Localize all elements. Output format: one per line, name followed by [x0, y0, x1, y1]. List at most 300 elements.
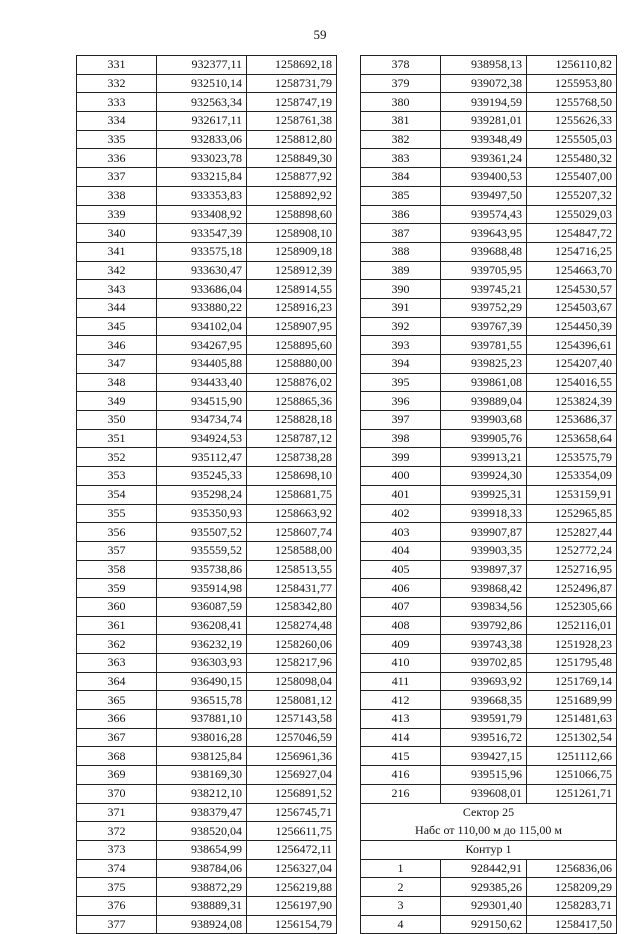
x-coordinate-cell: 933408,92 [157, 205, 247, 224]
y-coordinate-cell: 1254016,55 [527, 373, 617, 392]
table-row [361, 485, 617, 504]
table-row [77, 541, 337, 560]
table-row [77, 336, 337, 355]
point-number-cell: 375 [77, 878, 157, 897]
x-coordinate-cell: 939889,04 [441, 392, 527, 411]
point-number-cell: 405 [361, 560, 441, 579]
x-coordinate-cell: 937881,10 [157, 710, 247, 729]
x-coordinate-cell: 939834,56 [441, 597, 527, 616]
y-coordinate-cell: 1251795,48 [527, 654, 617, 673]
point-number-cell: 378 [361, 56, 441, 75]
x-coordinate-cell: 934924,53 [157, 429, 247, 448]
x-coordinate-cell: 939743,38 [441, 635, 527, 654]
y-coordinate-cell: 1258865,36 [247, 392, 337, 411]
y-coordinate-cell: 1256219,88 [247, 878, 337, 897]
x-coordinate-cell: 939752,29 [441, 298, 527, 317]
point-number-cell: 416 [361, 766, 441, 785]
y-coordinate-cell: 1251689,99 [527, 691, 617, 710]
x-coordinate-cell: 933353,83 [157, 186, 247, 205]
x-coordinate-cell: 938169,30 [157, 766, 247, 785]
x-coordinate-cell: 939918,33 [441, 504, 527, 523]
y-coordinate-cell: 1254207,40 [527, 355, 617, 374]
point-number-cell: 351 [77, 429, 157, 448]
table-row [361, 560, 617, 579]
x-coordinate-cell: 939574,43 [441, 205, 527, 224]
x-coordinate-cell: 929385,26 [441, 878, 527, 897]
y-coordinate-cell: 1254450,39 [527, 317, 617, 336]
x-coordinate-cell: 939897,37 [441, 560, 527, 579]
x-coordinate-cell: 939705,95 [441, 261, 527, 280]
table-row [77, 616, 337, 635]
point-number-cell: 349 [77, 392, 157, 411]
point-number-cell: 361 [77, 616, 157, 635]
y-coordinate-cell: 1258607,74 [247, 523, 337, 542]
sector-title: Сектор 25 [361, 803, 617, 822]
table-row [77, 691, 337, 710]
point-number-cell: 415 [361, 747, 441, 766]
x-coordinate-cell: 939861,08 [441, 373, 527, 392]
point-number-cell: 389 [361, 261, 441, 280]
table-row [77, 597, 337, 616]
y-coordinate-cell: 1258209,29 [527, 878, 617, 897]
table-row [361, 747, 617, 766]
y-coordinate-cell: 1255207,32 [527, 186, 617, 205]
x-coordinate-cell: 939400,53 [441, 168, 527, 187]
table-row [77, 448, 337, 467]
right-table-body-bottom [361, 859, 617, 934]
y-coordinate-cell: 1254503,67 [527, 298, 617, 317]
y-coordinate-cell: 1253575,79 [527, 448, 617, 467]
x-coordinate-cell: 936087,59 [157, 597, 247, 616]
x-coordinate-cell: 936232,19 [157, 635, 247, 654]
point-number-cell: 414 [361, 728, 441, 747]
table-row [361, 373, 617, 392]
x-coordinate-cell: 935914,98 [157, 579, 247, 598]
table-row [77, 859, 337, 878]
x-coordinate-cell: 939907,87 [441, 523, 527, 542]
y-coordinate-cell: 1252496,87 [527, 579, 617, 598]
x-coordinate-cell: 933880,22 [157, 298, 247, 317]
point-number-cell: 367 [77, 728, 157, 747]
point-number-cell: 342 [77, 261, 157, 280]
x-coordinate-cell: 939792,86 [441, 616, 527, 635]
point-number-cell: 373 [77, 840, 157, 859]
point-number-cell: 372 [77, 822, 157, 841]
table-row [77, 784, 337, 803]
point-number-cell: 360 [77, 597, 157, 616]
table-row [361, 336, 617, 355]
table-row [361, 728, 617, 747]
x-coordinate-cell: 939925,31 [441, 485, 527, 504]
point-number-cell: 388 [361, 242, 441, 261]
table-row [361, 710, 617, 729]
x-coordinate-cell: 938872,29 [157, 878, 247, 897]
point-number-cell: 409 [361, 635, 441, 654]
table-row [361, 93, 617, 112]
y-coordinate-cell: 1258876,02 [247, 373, 337, 392]
point-number-cell: 339 [77, 205, 157, 224]
y-coordinate-cell: 1254663,70 [527, 261, 617, 280]
point-number-cell: 379 [361, 74, 441, 93]
x-coordinate-cell: 934267,95 [157, 336, 247, 355]
x-coordinate-cell: 929301,40 [441, 896, 527, 915]
point-number-cell: 352 [77, 448, 157, 467]
point-number-cell: 216 [361, 784, 441, 803]
table-row [77, 298, 337, 317]
y-coordinate-cell: 1258895,60 [247, 336, 337, 355]
table-row [77, 822, 337, 841]
y-coordinate-cell: 1258812,80 [247, 130, 337, 149]
y-coordinate-cell: 1252305,66 [527, 597, 617, 616]
point-number-cell: 397 [361, 411, 441, 430]
x-coordinate-cell: 939281,01 [441, 112, 527, 131]
contour-title: Контур 1 [361, 840, 617, 859]
x-coordinate-cell: 938889,31 [157, 896, 247, 915]
y-coordinate-cell: 1256154,79 [247, 915, 337, 934]
point-number-cell: 400 [361, 467, 441, 486]
y-coordinate-cell: 1258738,28 [247, 448, 337, 467]
point-number-cell: 364 [77, 672, 157, 691]
point-number-cell: 392 [361, 317, 441, 336]
table-row [361, 878, 617, 897]
y-coordinate-cell: 1258828,18 [247, 411, 337, 430]
table-row [361, 392, 617, 411]
x-coordinate-cell: 939591,79 [441, 710, 527, 729]
y-coordinate-cell: 1256891,52 [247, 784, 337, 803]
y-coordinate-cell: 1254847,72 [527, 224, 617, 243]
table-row [77, 392, 337, 411]
point-number-cell: 350 [77, 411, 157, 430]
x-coordinate-cell: 938924,08 [157, 915, 247, 934]
point-number-cell: 408 [361, 616, 441, 635]
y-coordinate-cell: 1258747,19 [247, 93, 337, 112]
y-coordinate-cell: 1258681,75 [247, 485, 337, 504]
table-row [361, 654, 617, 673]
y-coordinate-cell: 1258588,00 [247, 541, 337, 560]
y-coordinate-cell: 1258761,38 [247, 112, 337, 131]
x-coordinate-cell: 929150,62 [441, 915, 527, 934]
x-coordinate-cell: 935350,93 [157, 504, 247, 523]
y-coordinate-cell: 1257046,59 [247, 728, 337, 747]
table-row [77, 280, 337, 299]
point-number-cell: 355 [77, 504, 157, 523]
y-coordinate-cell: 1258513,55 [247, 560, 337, 579]
x-coordinate-cell: 939194,59 [441, 93, 527, 112]
x-coordinate-cell: 932563,34 [157, 93, 247, 112]
x-coordinate-cell: 939348,49 [441, 130, 527, 149]
table-row [77, 74, 337, 93]
y-coordinate-cell: 1251302,54 [527, 728, 617, 747]
x-coordinate-cell: 934734,74 [157, 411, 247, 430]
table-row [77, 766, 337, 785]
x-coordinate-cell: 936515,78 [157, 691, 247, 710]
point-number-cell: 399 [361, 448, 441, 467]
x-coordinate-cell: 934515,90 [157, 392, 247, 411]
y-coordinate-cell: 1258431,77 [247, 579, 337, 598]
x-coordinate-cell: 939903,35 [441, 541, 527, 560]
left-table-body [77, 56, 337, 934]
x-coordinate-cell: 938958,13 [441, 56, 527, 75]
y-coordinate-cell: 1258692,18 [247, 56, 337, 75]
point-number-cell: 363 [77, 654, 157, 673]
point-number-cell: 344 [77, 298, 157, 317]
y-coordinate-cell: 1256110,82 [527, 56, 617, 75]
y-coordinate-cell: 1258342,80 [247, 597, 337, 616]
table-row [77, 504, 337, 523]
point-number-cell: 404 [361, 541, 441, 560]
right-table-body-top [361, 56, 617, 804]
x-coordinate-cell: 935298,24 [157, 485, 247, 504]
table-row [77, 728, 337, 747]
point-number-cell: 337 [77, 168, 157, 187]
table-row [361, 130, 617, 149]
table-row [77, 915, 337, 934]
point-number-cell: 353 [77, 467, 157, 486]
table-row [77, 467, 337, 486]
table-row [361, 298, 617, 317]
x-coordinate-cell: 939515,96 [441, 766, 527, 785]
point-number-cell: 346 [77, 336, 157, 355]
x-coordinate-cell: 933547,39 [157, 224, 247, 243]
table-row [77, 654, 337, 673]
table-row [77, 878, 337, 897]
y-coordinate-cell: 1253824,39 [527, 392, 617, 411]
point-number-cell: 381 [361, 112, 441, 131]
point-number-cell: 394 [361, 355, 441, 374]
x-coordinate-cell: 939693,92 [441, 672, 527, 691]
table-row [361, 579, 617, 598]
table-row [361, 242, 617, 261]
y-coordinate-cell: 1253658,64 [527, 429, 617, 448]
x-coordinate-cell: 933575,18 [157, 242, 247, 261]
point-number-cell: 380 [361, 93, 441, 112]
y-coordinate-cell: 1256836,06 [527, 859, 617, 878]
point-number-cell: 3 [361, 896, 441, 915]
x-coordinate-cell: 934433,40 [157, 373, 247, 392]
x-coordinate-cell: 939361,24 [441, 149, 527, 168]
table-row [361, 784, 617, 803]
table-row [77, 579, 337, 598]
point-number-cell: 398 [361, 429, 441, 448]
y-coordinate-cell: 1256745,71 [247, 803, 337, 822]
y-coordinate-cell: 1258909,18 [247, 242, 337, 261]
y-coordinate-cell: 1251261,71 [527, 784, 617, 803]
table-row [361, 766, 617, 785]
x-coordinate-cell: 939825,23 [441, 355, 527, 374]
table-row [361, 56, 617, 75]
table-row [77, 485, 337, 504]
table-row [361, 635, 617, 654]
point-number-cell: 370 [77, 784, 157, 803]
table-row [77, 186, 337, 205]
table-row [77, 205, 337, 224]
table-row [361, 355, 617, 374]
y-coordinate-cell: 1258698,10 [247, 467, 337, 486]
y-coordinate-cell: 1255626,33 [527, 112, 617, 131]
y-coordinate-cell: 1256961,36 [247, 747, 337, 766]
y-coordinate-cell: 1256927,04 [247, 766, 337, 785]
y-coordinate-cell: 1258663,92 [247, 504, 337, 523]
y-coordinate-cell: 1258417,50 [527, 915, 617, 934]
table-row [77, 373, 337, 392]
point-number-cell: 386 [361, 205, 441, 224]
table-row [77, 355, 337, 374]
y-coordinate-cell: 1258283,71 [527, 896, 617, 915]
x-coordinate-cell: 933630,47 [157, 261, 247, 280]
x-coordinate-cell: 936490,15 [157, 672, 247, 691]
point-number-cell: 406 [361, 579, 441, 598]
x-coordinate-cell: 932510,14 [157, 74, 247, 93]
table-row [77, 840, 337, 859]
point-number-cell: 391 [361, 298, 441, 317]
table-row [361, 429, 617, 448]
point-number-cell: 334 [77, 112, 157, 131]
x-coordinate-cell: 939868,42 [441, 579, 527, 598]
y-coordinate-cell: 1258898,60 [247, 205, 337, 224]
table-row [77, 710, 337, 729]
table-row [361, 448, 617, 467]
table-row [361, 672, 617, 691]
x-coordinate-cell: 939905,76 [441, 429, 527, 448]
x-coordinate-cell: 933023,78 [157, 149, 247, 168]
x-coordinate-cell: 933686,04 [157, 280, 247, 299]
table-row [77, 168, 337, 187]
table-row [361, 112, 617, 131]
table-row [361, 915, 617, 934]
contour-title-row [361, 840, 617, 859]
y-coordinate-cell: 1258880,00 [247, 355, 337, 374]
table-row [361, 597, 617, 616]
y-coordinate-cell: 1251112,66 [527, 747, 617, 766]
table-row [77, 429, 337, 448]
point-number-cell: 332 [77, 74, 157, 93]
point-number-cell: 376 [77, 896, 157, 915]
point-number-cell: 368 [77, 747, 157, 766]
sector-caption-block [361, 803, 617, 859]
table-row [361, 224, 617, 243]
x-coordinate-cell: 939516,72 [441, 728, 527, 747]
y-coordinate-cell: 1258274,48 [247, 616, 337, 635]
table-row [77, 317, 337, 336]
table-row [361, 205, 617, 224]
table-row [77, 93, 337, 112]
y-coordinate-cell: 1256327,04 [247, 859, 337, 878]
table-row [361, 896, 617, 915]
point-number-cell: 356 [77, 523, 157, 542]
point-number-cell: 395 [361, 373, 441, 392]
y-coordinate-cell: 1255407,00 [527, 168, 617, 187]
x-coordinate-cell: 939668,35 [441, 691, 527, 710]
x-coordinate-cell: 935245,33 [157, 467, 247, 486]
point-number-cell: 385 [361, 186, 441, 205]
point-number-cell: 384 [361, 168, 441, 187]
y-coordinate-cell: 1258912,39 [247, 261, 337, 280]
y-coordinate-cell: 1258849,30 [247, 149, 337, 168]
table-row [77, 803, 337, 822]
y-coordinate-cell: 1252772,24 [527, 541, 617, 560]
y-coordinate-cell: 1258914,55 [247, 280, 337, 299]
x-coordinate-cell: 938212,10 [157, 784, 247, 803]
x-coordinate-cell: 939781,55 [441, 336, 527, 355]
x-coordinate-cell: 933215,84 [157, 168, 247, 187]
y-coordinate-cell: 1255480,32 [527, 149, 617, 168]
y-coordinate-cell: 1258877,92 [247, 168, 337, 187]
table-row [361, 411, 617, 430]
y-coordinate-cell: 1252116,01 [527, 616, 617, 635]
point-number-cell: 393 [361, 336, 441, 355]
table-row [361, 467, 617, 486]
point-number-cell: 390 [361, 280, 441, 299]
y-coordinate-cell: 1251481,63 [527, 710, 617, 729]
point-number-cell: 413 [361, 710, 441, 729]
x-coordinate-cell: 939608,01 [441, 784, 527, 803]
point-number-cell: 2 [361, 878, 441, 897]
table-row [77, 130, 337, 149]
table-row [77, 747, 337, 766]
y-coordinate-cell: 1258731,79 [247, 74, 337, 93]
y-coordinate-cell: 1255953,80 [527, 74, 617, 93]
point-number-cell: 387 [361, 224, 441, 243]
y-coordinate-cell: 1255768,50 [527, 93, 617, 112]
x-coordinate-cell: 928442,91 [441, 859, 527, 878]
y-coordinate-cell: 1258908,10 [247, 224, 337, 243]
y-coordinate-cell: 1258081,12 [247, 691, 337, 710]
x-coordinate-cell: 939745,21 [441, 280, 527, 299]
y-coordinate-cell: 1253354,09 [527, 467, 617, 486]
y-coordinate-cell: 1252965,85 [527, 504, 617, 523]
point-number-cell: 401 [361, 485, 441, 504]
point-number-cell: 336 [77, 149, 157, 168]
point-number-cell: 347 [77, 355, 157, 374]
y-coordinate-cell: 1258260,06 [247, 635, 337, 654]
x-coordinate-cell: 938784,06 [157, 859, 247, 878]
x-coordinate-cell: 934405,88 [157, 355, 247, 374]
point-number-cell: 371 [77, 803, 157, 822]
point-number-cell: 369 [77, 766, 157, 785]
point-number-cell: 340 [77, 224, 157, 243]
point-number-cell: 333 [77, 93, 157, 112]
table-row [361, 541, 617, 560]
x-coordinate-cell: 939643,95 [441, 224, 527, 243]
y-coordinate-cell: 1255029,03 [527, 205, 617, 224]
table-row [361, 280, 617, 299]
x-coordinate-cell: 939497,50 [441, 186, 527, 205]
table-row [361, 504, 617, 523]
table-row [361, 149, 617, 168]
sector-height-range: Набс от 110,00 м до 115,00 м [361, 822, 617, 841]
point-number-cell: 331 [77, 56, 157, 75]
point-number-cell: 343 [77, 280, 157, 299]
x-coordinate-cell: 932617,11 [157, 112, 247, 131]
table-row [77, 149, 337, 168]
table-row [77, 523, 337, 542]
point-number-cell: 341 [77, 242, 157, 261]
x-coordinate-cell: 939767,39 [441, 317, 527, 336]
table-row [77, 411, 337, 430]
point-number-cell: 348 [77, 373, 157, 392]
x-coordinate-cell: 935738,86 [157, 560, 247, 579]
x-coordinate-cell: 935112,47 [157, 448, 247, 467]
y-coordinate-cell: 1258907,95 [247, 317, 337, 336]
table-row [361, 317, 617, 336]
table-row [77, 56, 337, 75]
y-coordinate-cell: 1258787,12 [247, 429, 337, 448]
table-row [361, 859, 617, 878]
x-coordinate-cell: 939427,15 [441, 747, 527, 766]
table-row [77, 896, 337, 915]
x-coordinate-cell: 939072,38 [441, 74, 527, 93]
point-number-cell: 382 [361, 130, 441, 149]
